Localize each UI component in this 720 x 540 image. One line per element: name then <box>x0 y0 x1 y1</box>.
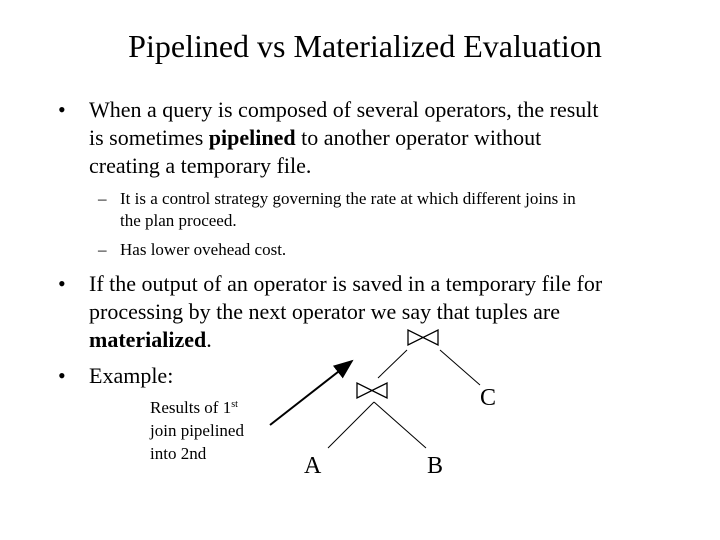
caption-text: Results of 1 <box>150 398 232 417</box>
edge-topjoin-to-c <box>440 350 480 385</box>
bullet-marker: • <box>58 363 66 388</box>
bullet-text-segment: is sometimes <box>89 125 204 150</box>
leaf-a: A <box>304 453 322 479</box>
edge-join-to-b <box>374 402 426 448</box>
subpoint-text-line: It is a control strategy governing the rate at which different joins in <box>120 189 576 208</box>
bullet-text-line: processing by the next operator we say that tuples are <box>89 299 561 324</box>
bullet-text-segment: to another operator without <box>301 125 542 150</box>
bullet-text-segment: . <box>206 327 212 352</box>
bottom-join-icon <box>357 383 387 398</box>
subpoint-text-line: the plan proceed. <box>120 211 237 230</box>
bullet-marker: • <box>58 97 66 122</box>
caption-superscript: st <box>231 399 238 410</box>
slide-title: Pipelined vs Materialized Evaluation <box>128 28 602 64</box>
edge-join-to-a <box>328 402 374 448</box>
bullet-text-line: When a query is composed of several operators, the result <box>89 97 599 122</box>
bullet-text-line: Example: <box>89 363 174 388</box>
bullet-marker: • <box>58 271 66 296</box>
edge-topjoin-to-join <box>378 350 407 378</box>
bullet-text-line: creating a temporary file. <box>89 153 312 178</box>
bullet-text-line: If the output of an operator is saved in a temporary file for <box>89 271 603 296</box>
caption-line: into 2nd <box>150 444 207 463</box>
top-join-icon <box>408 330 438 345</box>
pipeline-arrow-icon <box>270 361 352 425</box>
leaf-b: B <box>427 453 444 479</box>
materialized-term: materialized <box>89 327 207 352</box>
subpoint-marker: – <box>98 189 107 208</box>
caption-line: join pipelined <box>150 421 244 440</box>
subpoint-text-line: Has lower ovehead cost. <box>120 240 287 259</box>
subpoint-marker: – <box>98 240 107 259</box>
leaf-c: C <box>480 385 497 411</box>
pipelined-term: pipelined <box>208 125 296 150</box>
